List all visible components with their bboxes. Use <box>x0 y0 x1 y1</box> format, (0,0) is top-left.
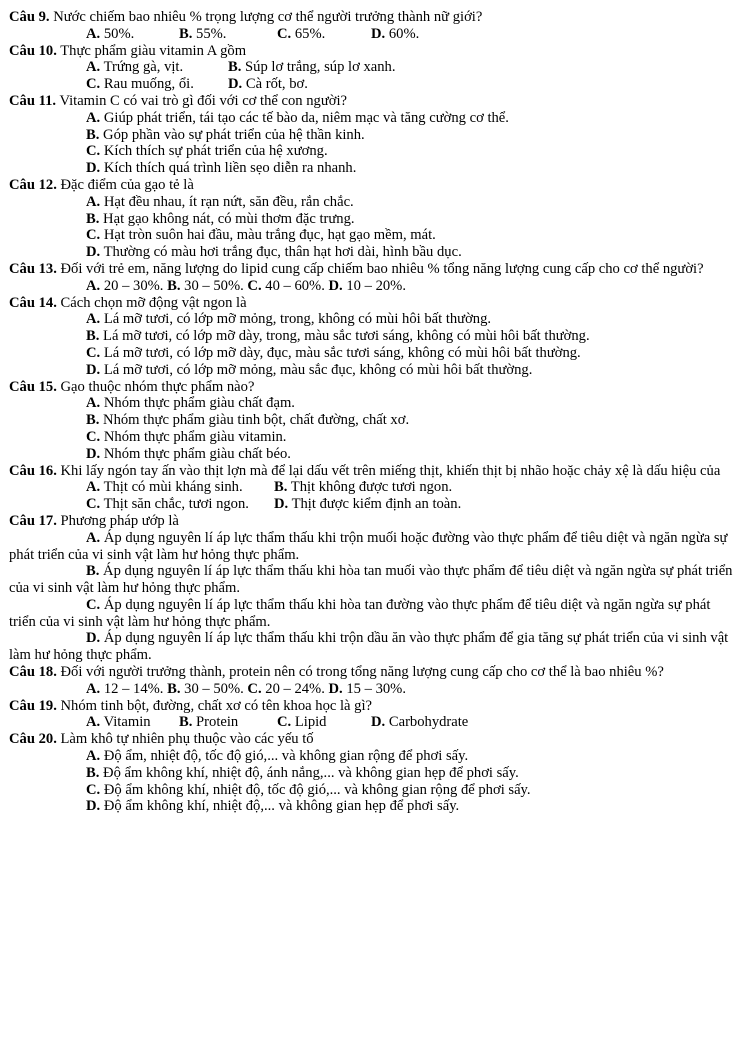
question-stem <box>0 43 743 60</box>
option-text: Độ ẩm, nhiệt độ, tốc độ gió,... và không gian rộng để phơi sấy. <box>103 748 469 765</box>
option-letter: A. <box>86 311 101 328</box>
question-number: Câu 11. <box>9 92 57 109</box>
option-letter: C. <box>86 344 101 361</box>
option-letter: C. <box>86 596 101 613</box>
question-q17 <box>0 513 743 664</box>
option-text: Áp dụng nguyên lí áp lực thẩm thấu khi trộn muối hoặc đường vào thực phẩm để tiêu diệt và ngăn ngừa sự phát triển của vi sinh vật làm hư hỏng thực phẩm. <box>9 529 728 563</box>
option-text: Thường có màu hơi trắng đục, thân hạt hơi dài, hình bầu dục. <box>103 244 462 261</box>
question-text: Gạo thuộc nhóm thực phẩm nào? <box>60 378 255 395</box>
option-letter: C. <box>247 680 262 697</box>
answer-option[interactable] <box>0 765 743 782</box>
option-letter: B. <box>86 328 100 345</box>
answer-option[interactable] <box>0 530 743 564</box>
option-letter: D. <box>228 76 243 93</box>
question-stem <box>0 379 743 396</box>
option-letter: A. <box>86 395 101 412</box>
question-number: Câu 9. <box>9 9 50 25</box>
question-text: Nước chiếm bao nhiêu % trọng lượng cơ thể người trưởng thành nữ giới? <box>53 9 483 25</box>
question-number: Câu 13. <box>9 260 57 277</box>
answer-option[interactable] <box>274 479 452 496</box>
option-letter: C. <box>86 428 101 445</box>
option-text: Thịt săn chắc, tươi ngon. <box>103 496 249 513</box>
option-row <box>0 76 743 93</box>
answer-option[interactable] <box>329 278 406 294</box>
option-text: Độ ẩm không khí, nhiệt độ, tốc độ gió,... và không gian rộng để phơi sấy. <box>103 781 531 798</box>
answer-option[interactable] <box>86 479 243 496</box>
answer-option[interactable] <box>0 362 743 379</box>
answer-option[interactable] <box>0 630 743 664</box>
answer-option[interactable] <box>0 143 743 160</box>
option-text: Trứng gà, vịt. <box>103 59 184 76</box>
question-stem <box>0 463 743 480</box>
option-letter: A. <box>86 193 101 210</box>
question-q10 <box>0 43 743 93</box>
question-text: Đối với người trưởng thành, protein nên có trong tổng năng lượng cung cấp cho cơ thể là bao nhiêu %? <box>60 664 664 681</box>
option-letter: C. <box>247 277 262 294</box>
answer-option[interactable] <box>86 681 163 697</box>
option-letter: D. <box>86 445 101 462</box>
option-text: Cà rốt, bơ. <box>245 76 308 93</box>
answer-option[interactable] <box>228 76 308 93</box>
option-text: Carbohydrate <box>388 714 469 731</box>
question-q18 <box>0 664 743 698</box>
option-letter: B. <box>179 25 193 42</box>
question-number: Câu 12. <box>9 176 57 193</box>
question-stem <box>0 731 743 748</box>
option-letter: B. <box>228 59 242 76</box>
question-number: Câu 17. <box>9 512 57 529</box>
option-letter: D. <box>86 361 101 378</box>
option-letter: B. <box>167 680 181 697</box>
question-q12 <box>0 177 743 261</box>
option-text: Nhóm thực phẩm giàu chất béo. <box>103 445 291 462</box>
option-letter: D. <box>86 630 101 647</box>
option-text: 20 – 30%. <box>103 277 164 294</box>
question-text: Phương pháp ướp là <box>60 512 179 529</box>
answer-option[interactable] <box>0 127 743 144</box>
question-stem <box>0 261 743 278</box>
answer-option[interactable] <box>277 714 326 731</box>
answer-option[interactable] <box>0 395 743 412</box>
answer-option[interactable] <box>0 782 743 799</box>
option-letter: D. <box>371 25 386 42</box>
option-letter: C. <box>277 714 292 731</box>
answer-option[interactable] <box>86 496 249 513</box>
option-text: Hạt tròn suôn hai đầu, màu trắng đục, hạt gạo mềm, mát. <box>103 227 436 244</box>
answer-option[interactable] <box>179 26 226 43</box>
question-number: Câu 10. <box>9 42 57 59</box>
answer-option[interactable] <box>0 110 743 127</box>
answer-option[interactable] <box>0 194 743 211</box>
option-text: Nhóm thực phẩm giàu tinh bột, chất đường, chất xơ. <box>103 412 410 429</box>
answer-option[interactable] <box>371 26 419 43</box>
option-text: Nhóm thực phẩm giàu chất đạm. <box>103 395 295 412</box>
option-letter: A. <box>86 25 101 42</box>
question-text: Đặc điểm của gạo tẻ là <box>60 176 194 193</box>
option-row <box>0 714 743 731</box>
option-letter: C. <box>86 143 101 160</box>
option-text: 55%. <box>196 25 227 42</box>
option-letter: D. <box>371 714 386 731</box>
option-text: 12 – 14%. <box>103 680 164 697</box>
option-text: Độ ẩm không khí, nhiệt độ, ánh nắng,... và không gian hẹp để phơi sấy. <box>103 764 519 781</box>
option-letter: D. <box>274 496 289 513</box>
option-letter: B. <box>86 126 100 143</box>
question-q14 <box>0 295 743 379</box>
question-text: Đối với trẻ em, năng lượng do lipid cung cấp chiếm bao nhiêu % tổng năng lượng cung cấp cho cơ thể người? <box>60 260 704 277</box>
question-number: Câu 14. <box>9 294 57 311</box>
option-text: Độ ẩm không khí, nhiệt độ,... và không gian hẹp để phơi sấy. <box>103 798 460 815</box>
answer-option[interactable] <box>86 76 194 93</box>
option-letter: D. <box>328 277 343 294</box>
option-text: Áp dụng nguyên lí áp lực thẩm thấu khi hòa tan đường vào thực phẩm để tiêu diệt và ngăn ngừa sự phát triển của vi sinh vật làm hư hỏng thực phẩm. <box>9 596 711 630</box>
answer-option[interactable] <box>0 563 743 597</box>
question-q19 <box>0 698 743 732</box>
option-text: Kích thích sự phát triển của hệ xương. <box>103 143 328 160</box>
answer-option[interactable] <box>247 278 324 294</box>
question-text: Thực phẩm giàu vitamin A gồm <box>60 42 247 59</box>
question-stem <box>0 295 743 312</box>
option-letter: A. <box>86 277 101 294</box>
answer-option[interactable] <box>0 328 743 345</box>
question-text: Làm khô tự nhiên phụ thuộc vào các yếu tố <box>60 731 314 748</box>
question-number: Câu 15. <box>9 378 57 395</box>
answer-option[interactable] <box>0 160 743 177</box>
answer-option[interactable] <box>86 59 183 76</box>
answer-option[interactable] <box>274 496 461 513</box>
question-text: Khi lấy ngón tay ấn vào thịt lợn mà để lại dấu vết trên miếng thịt, khiến thịt bị nhão hoặc chảy xệ là dấu hiệu của <box>60 462 721 479</box>
answer-option[interactable] <box>167 681 244 697</box>
answer-option[interactable] <box>86 714 151 731</box>
option-letter: B. <box>179 714 193 731</box>
option-letter: A. <box>86 59 101 76</box>
option-row <box>0 59 743 76</box>
option-text: Thịt có mùi kháng sinh. <box>103 479 243 496</box>
option-row <box>0 26 743 43</box>
question-stem <box>0 698 743 715</box>
option-text: Thịt không được tươi ngon. <box>290 479 453 496</box>
option-text: Góp phần vào sự phát triển của hệ thần kinh. <box>103 126 365 143</box>
option-letter: B. <box>86 210 100 227</box>
answer-option[interactable] <box>86 26 134 43</box>
answer-option[interactable] <box>0 798 743 815</box>
question-number: Câu 18. <box>9 664 57 681</box>
option-text: 20 – 24%. <box>265 680 325 697</box>
option-letter: C. <box>86 781 101 798</box>
question-number: Câu 19. <box>9 697 57 714</box>
option-row <box>0 479 743 496</box>
option-text: 15 – 30%. <box>346 680 406 697</box>
question-text: Cách chọn mỡ động vật ngon là <box>60 294 247 311</box>
option-letter: C. <box>86 496 101 513</box>
option-letter: A. <box>86 529 101 546</box>
option-letter: A. <box>86 748 101 765</box>
answer-option[interactable] <box>0 446 743 463</box>
answer-option[interactable] <box>247 681 324 697</box>
option-text: Nhóm thực phẩm giàu vitamin. <box>103 428 287 445</box>
option-text: Lá mỡ tươi, có lớp mỡ dày, trong, màu sắc tươi sáng, không có mùi hôi bất thường. <box>103 328 590 345</box>
option-text: 50%. <box>103 25 135 42</box>
answer-option[interactable] <box>0 311 743 328</box>
option-row <box>0 681 743 698</box>
question-q11 <box>0 93 743 177</box>
question-stem <box>0 177 743 194</box>
answer-option[interactable] <box>371 714 468 731</box>
question-text: Nhóm tinh bột, đường, chất xơ có tên khoa học là gì? <box>60 697 373 714</box>
answer-option[interactable] <box>0 345 743 362</box>
answer-option[interactable] <box>0 227 743 244</box>
option-letter: C. <box>86 76 101 93</box>
option-letter: A. <box>86 680 101 697</box>
option-text: Áp dụng nguyên lí áp lực thẩm thấu khi hòa tan muối vào thực phẩm để tiêu diệt và ngăn ngừa sự phát triển của vi sinh vật làm hư hỏng thực phẩm. <box>9 563 733 597</box>
question-number: Câu 20. <box>9 731 57 748</box>
option-letter: B. <box>86 764 100 781</box>
question-text: Vitamin C có vai trò gì đối với cơ thể con người? <box>59 92 347 109</box>
answer-option[interactable] <box>277 26 325 43</box>
option-letter: A. <box>86 109 101 126</box>
option-text: 30 – 50%. <box>184 680 244 697</box>
option-text: 30 – 50%. <box>184 277 244 294</box>
option-text: Rau muống, ổi. <box>103 76 194 93</box>
option-letter: D. <box>328 680 343 697</box>
option-text: Lá mỡ tươi, có lớp mỡ mỏng, màu sắc đục, không có mùi hôi bất thường. <box>103 361 533 378</box>
option-letter: B. <box>86 563 100 580</box>
question-stem <box>0 513 743 530</box>
option-text: Protein <box>196 714 239 731</box>
option-text: Kích thích quá trình liền sẹo diễn ra nhanh. <box>103 160 357 177</box>
option-row <box>0 496 743 513</box>
question-q20 <box>0 731 743 815</box>
option-text: Vitamin <box>103 714 151 731</box>
option-letter: B. <box>86 412 100 429</box>
option-text: Lipid <box>294 714 327 731</box>
answer-option[interactable] <box>0 244 743 261</box>
question-stem <box>0 9 743 26</box>
option-letter: B. <box>167 277 181 294</box>
answer-option[interactable] <box>0 429 743 446</box>
question-q9 <box>0 0 743 43</box>
option-row <box>0 278 743 295</box>
option-text: Lá mỡ tươi, có lớp mỡ dày, đục, màu sắc tươi sáng, không có mùi hôi bất thường. <box>103 344 581 361</box>
option-text: Áp dụng nguyên lí áp lực thẩm thấu khi trộn dầu ăn vào thực phẩm để gia tăng sự phát triển của vi sinh vật làm hư hỏng thực phẩm. <box>9 630 729 664</box>
option-text: Hạt gạo không nát, có mùi thơm đặc trưng. <box>103 210 355 227</box>
question-q16 <box>0 463 743 513</box>
question-q15 <box>0 379 743 463</box>
option-letter: C. <box>86 227 101 244</box>
option-text: Thịt được kiểm định an toàn. <box>291 496 462 513</box>
option-letter: A. <box>86 479 101 496</box>
option-letter: D. <box>86 160 101 177</box>
question-q13 <box>0 261 743 295</box>
option-text: 60%. <box>388 25 420 42</box>
answer-option[interactable] <box>179 714 238 731</box>
option-letter: A. <box>86 714 101 731</box>
option-text: Súp lơ trắng, súp lơ xanh. <box>245 59 396 76</box>
question-stem <box>0 664 743 681</box>
answer-option[interactable] <box>0 597 743 631</box>
answer-option[interactable] <box>0 211 743 228</box>
option-letter: D. <box>86 244 101 261</box>
option-text: 40 – 60%. <box>265 277 325 294</box>
answer-option[interactable] <box>0 748 743 765</box>
answer-option[interactable] <box>167 278 244 294</box>
question-stem <box>0 93 743 110</box>
option-letter: B. <box>274 479 288 496</box>
answer-option[interactable] <box>86 278 163 294</box>
option-text: 65%. <box>294 25 326 42</box>
option-letter: D. <box>86 798 101 815</box>
answer-option[interactable] <box>329 681 406 697</box>
option-letter: C. <box>277 25 292 42</box>
answer-option[interactable] <box>0 412 743 429</box>
option-text: Giúp phát triển, tái tạo các tế bào da, niêm mạc và tăng cường cơ thể. <box>103 109 509 126</box>
question-number: Câu 16. <box>9 462 57 479</box>
answer-option[interactable] <box>228 59 395 76</box>
option-text: Hạt đều nhau, ít rạn nứt, săn đều, rắn chắc. <box>103 193 354 210</box>
option-text: Lá mỡ tươi, có lớp mỡ mỏng, trong, không có mùi hôi bất thường. <box>103 311 492 328</box>
option-text: 10 – 20%. <box>346 277 406 294</box>
